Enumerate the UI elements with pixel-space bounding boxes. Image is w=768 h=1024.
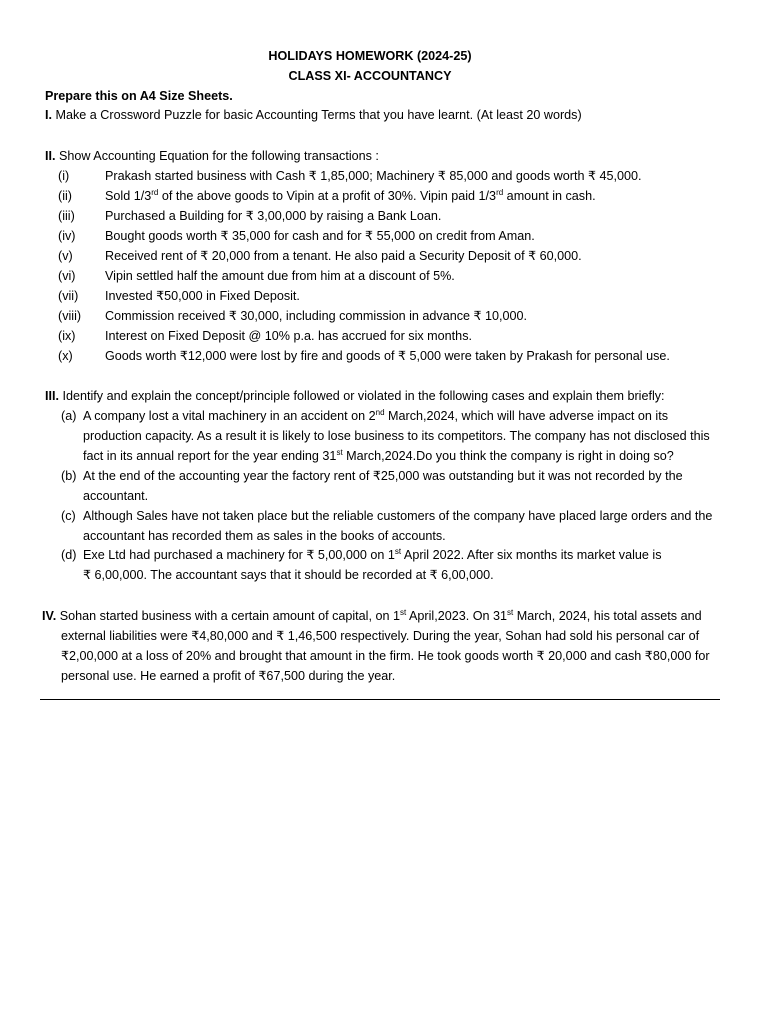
transaction-number: (viii) [58, 309, 82, 323]
transaction-number: (x) [58, 349, 73, 363]
question-4-text-line: external liabilities were ₹4,80,000 and ₹ 1,46,500 respectively. During the year, Sohan had sold his personal car of [61, 629, 700, 643]
transaction-text: Invested ₹50,000 in Fixed Deposit. [105, 289, 300, 303]
case-label: (b) [61, 469, 77, 483]
question-3-text: Identify and explain the concept/principle followed or violated in the following cases and explain them briefly: [59, 389, 665, 403]
case-label: (d) [61, 548, 77, 562]
transaction-number: (iii) [58, 209, 75, 223]
question-4-text-line: ₹2,00,000 at a loss of 20% and brought that amount in the firm. He took goods worth ₹ 20,000 and cash ₹80,000 for [61, 649, 710, 663]
question-2 [45, 146, 379, 166]
transaction-number: (ix) [58, 329, 76, 343]
case-text-line: At the end of the accounting year the factory rent of ₹25,000 was outstanding but it was not recorded by the [83, 469, 683, 483]
transaction-text: Interest on Fixed Deposit @ 10% p.a. has accrued for six months. [105, 329, 472, 343]
case-label: (a) [61, 409, 77, 423]
case-text-line: ₹ 6,00,000. The accountant says that it should be recorded at ₹ 6,00,000. [83, 568, 494, 582]
document-subtitle: CLASS XI- ACCOUNTANCY [288, 69, 452, 83]
transaction-text: Bought goods worth ₹ 35,000 for cash and for ₹ 55,000 on credit from Aman. [105, 229, 535, 243]
transaction-number: (v) [58, 249, 73, 263]
question-1-text: Make a Crossword Puzzle for basic Accounting Terms that you have learnt. (At least 20 words) [52, 108, 582, 122]
instruction: Prepare this on A4 Size Sheets. [45, 89, 233, 103]
case-text-line: accountant. [83, 489, 149, 503]
case-text-line: production capacity. As a result it is likely to lose business to its competitors. The company has not disclosed this [83, 429, 710, 443]
question-2-label: II. [45, 149, 56, 163]
transaction-text: Purchased a Building for ₹ 3,00,000 by raising a Bank Loan. [105, 209, 442, 223]
transaction-text: Goods worth ₹12,000 were lost by fire and goods of ₹ 5,000 were taken by Prakash for personal use. [105, 349, 670, 363]
case-label: (c) [61, 509, 76, 523]
transaction-text: Sold 1/3rd of the above goods to Vipin at a profit of 30%. Vipin paid 1/3rd amount in cash. [105, 188, 596, 203]
transaction-text: Vipin settled half the amount due from him at a discount of 5%. [105, 269, 455, 283]
case-text-line: Exe Ltd had purchased a machinery for ₹ 5,00,000 on 1st April 2022. After six months its market value is [83, 547, 662, 562]
case-text-line: Although Sales have not taken place but the reliable customers of the company have placed large orders and the [83, 509, 713, 523]
question-4: IV. Sohan started business with a certain amount of capital, on 1st April,2023. On 31st March, 2024, his total assets and [42, 608, 702, 623]
transaction-number: (vii) [58, 289, 79, 303]
case-text-line: A company lost a vital machinery in an accident on 2nd March,2024, which will have adverse impact on its [83, 408, 669, 423]
question-1 [45, 105, 582, 125]
transaction-text: Received rent of ₹ 20,000 from a tenant. He also paid a Security Deposit of ₹ 60,000. [105, 249, 582, 263]
transaction-text: Prakash started business with Cash ₹ 1,85,000; Machinery ₹ 85,000 and goods worth ₹ 45,000. [105, 169, 642, 183]
question-4-text-line: personal use. He earned a profit of ₹67,500 during the year. [61, 669, 396, 683]
question-2-text: Show Accounting Equation for the following transactions : [55, 149, 379, 163]
question-3-label: III. [45, 389, 59, 403]
document-title: HOLIDAYS HOMEWORK (2024-25) [268, 49, 472, 63]
transaction-number: (iv) [58, 229, 76, 243]
case-text-line: accountant has recorded them as sales in the books of accounts. [83, 529, 446, 543]
question-1-label: I. [45, 108, 52, 122]
bottom-divider [40, 699, 720, 700]
transaction-number: (vi) [58, 269, 76, 283]
question-4-label: IV. [42, 609, 57, 623]
transaction-number: (ii) [58, 189, 72, 203]
question-3 [45, 386, 665, 406]
transaction-text: Commission received ₹ 30,000, including commission in advance ₹ 10,000. [105, 309, 528, 323]
transaction-number: (i) [58, 169, 70, 183]
case-text-line: fact in its annual report for the year ending 31st March,2024.Do you think the company is right in doing so? [83, 448, 674, 463]
